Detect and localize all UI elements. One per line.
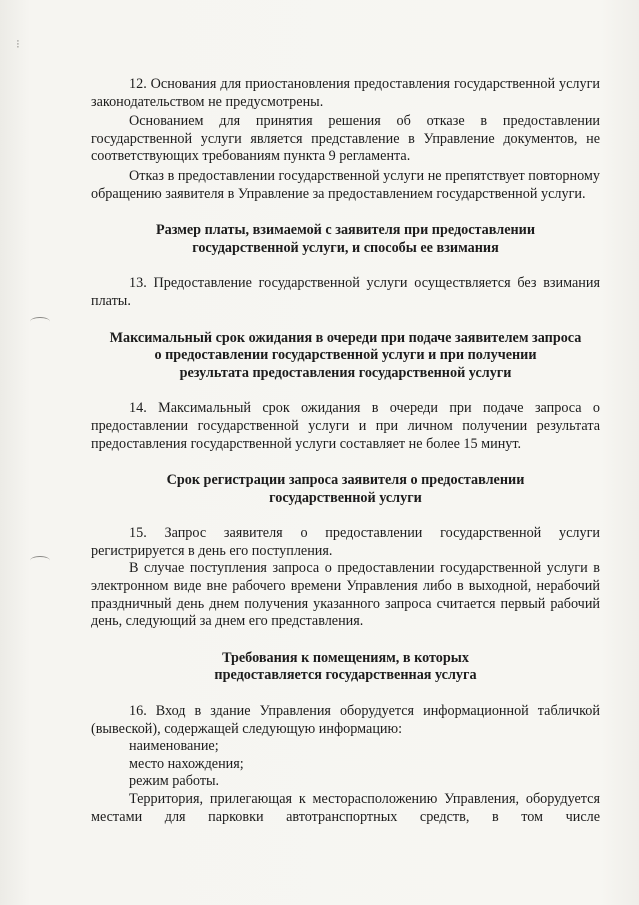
heading-premises-line-2: предоставляется государственная услуга xyxy=(214,667,477,684)
heading-registration xyxy=(91,472,600,507)
heading-fee-line-1: Размер платы, взимаемой с заявителя при предоставлении xyxy=(155,222,536,239)
paragraph-14: 14. Максимальный срок ожидания в очереди при подаче запроса о предоставлении государственной услуги и при личном получении результата предоставления государственной услуги составляет не более 15 минут. xyxy=(91,400,600,452)
list-item-location: место нахождения; xyxy=(129,755,244,772)
heading-queue-time xyxy=(91,330,600,383)
scan-artifact: ⁝ xyxy=(16,37,20,51)
heading-registration-line-2: государственной услуги xyxy=(269,489,422,506)
list-item-name: наименование; xyxy=(129,738,219,755)
list-item-hours: режим работы. xyxy=(129,773,220,790)
heading-premises xyxy=(91,650,600,685)
heading-fee-line-2: государственной услуги, и способы ее взимания xyxy=(192,239,499,256)
heading-fee xyxy=(91,222,600,257)
heading-queue-line-1: Максимальный срок ожидания в очереди при подаче заявителем запроса xyxy=(109,329,582,346)
heading-queue-line-2: о предоставлении государственной услуги и при получении xyxy=(154,347,537,364)
heading-registration-line-1: Срок регистрации запроса заявителя о предоставлении xyxy=(166,472,525,489)
punch-hole-mark xyxy=(30,556,50,565)
punch-hole-mark xyxy=(30,317,50,326)
paragraph-repeat-request: Отказ в предоставлении государственной услуги не препятствует повторному обращению заявителя в Управление за предоставлением государственной услуги. xyxy=(91,167,600,202)
document-body xyxy=(91,76,600,826)
heading-queue-line-3: результата предоставления государственной услуги xyxy=(179,364,512,381)
paragraph-12: 12. Основания для приостановления предоставления государственной услуги законодательством не предусмотрены. xyxy=(91,76,600,110)
paragraph-13: 13. Предоставление государственной услуги осуществляется без взимания платы. xyxy=(91,275,600,309)
paragraph-electronic-request: В случае поступления запроса о предоставлении государственной услуги в электронном виде вне рабочего времени Управления либо в выходной, нерабочий праздничный день днем получения указанного запроса считается первый рабочий день, следующий за днем его представления. xyxy=(91,560,600,630)
paragraph-parking: Территория, прилегающая к месторасположению Управления, оборудуется местами для парковки автотранспортных средств, в том числе xyxy=(91,791,600,825)
paragraph-15: 15. Запрос заявителя о предоставлении государственной услуги регистрируется в день его поступления. xyxy=(91,525,600,559)
heading-premises-line-1: Требования к помещениям, в которых xyxy=(222,649,469,666)
paragraph-refusal-grounds: Основанием для принятия решения об отказе в предоставлении государственной услуги является представление в Управление документов, не соответствующих требованиям пункта 9 регламента. xyxy=(91,113,600,165)
paragraph-16: 16. Вход в здание Управления оборудуется информационной табличкой (вывеской), содержащей следующую информацию: xyxy=(91,703,600,737)
